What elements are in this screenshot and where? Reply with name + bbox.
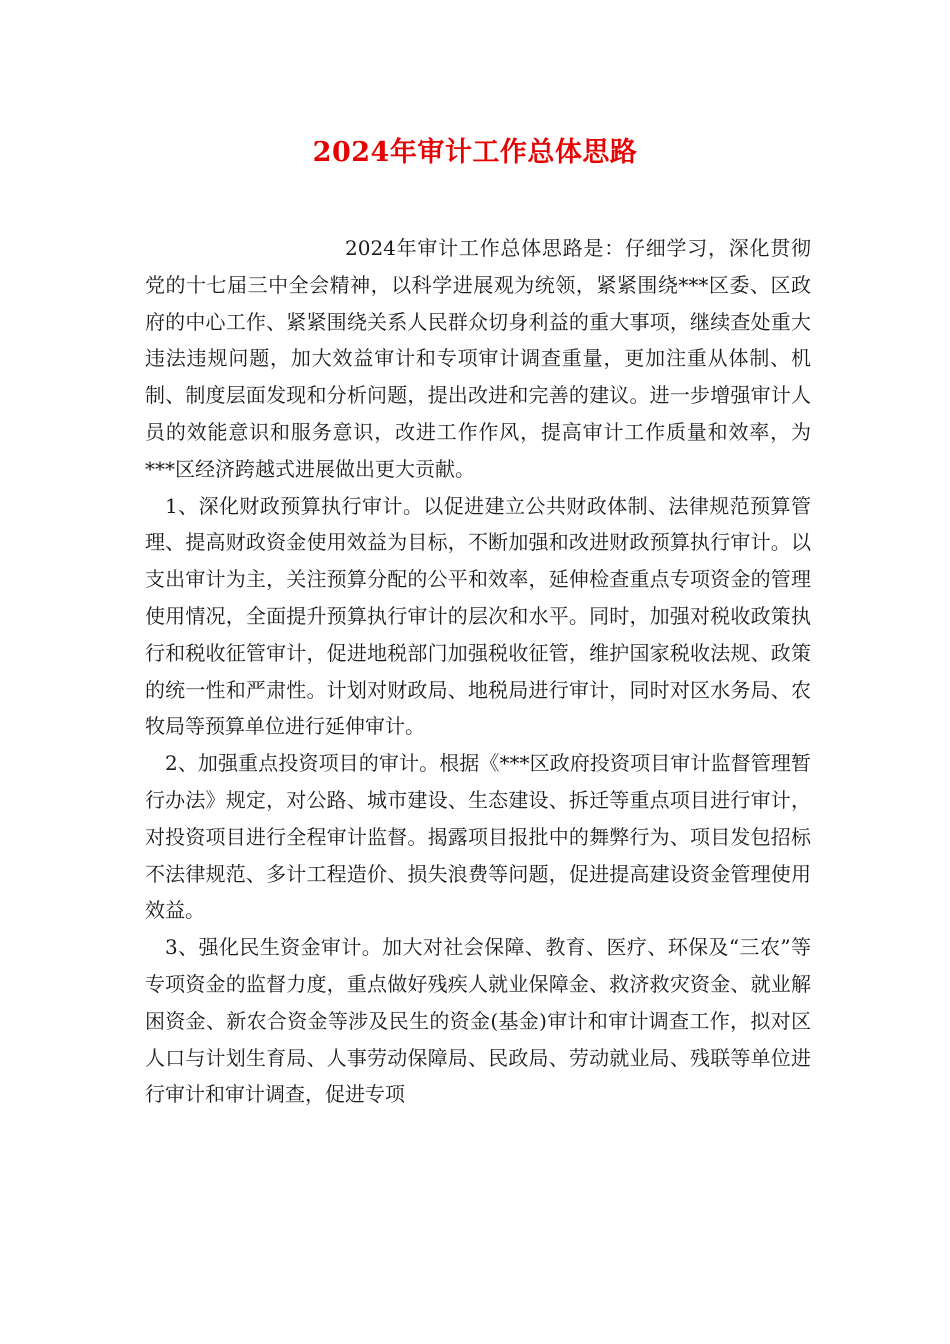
- section-1-paragraph: 1、深化财政预算执行审计。以促进建立公共财政体制、法律规范预算管理、提高财政资金使用效益为目标，不断加强和改进财政预算执行审计。以支出审计为主，关注预算分配的公平和效率，延伸检查重点专项资金的管理使用情况，全面提升预算执行审计的层次和水平。同时，加强对税收政策执行和税收征管审计，促进地税部门加强税收征管，维护国家税收法规、政策的统一性和严肃性。计划对财政局、地税局进行审计，同时对区水务局、农牧局等预算单位进行延伸审计。: [145, 493, 811, 739]
- document-title: 2024年审计工作总体思路: [312, 137, 638, 168]
- document-body: [145, 230, 811, 1113]
- intro-paragraph: 2024年审计工作总体思路是：仔细学习，深化贯彻党的十七届三中全会精神，以科学进展观为统领，紧紧围绕***区委、区政府的中心工作、紧紧围绕关系人民群众切身利益的重大事项，继续查处重大违法违规问题，加大效益审计和专项审计调查重量，更加注重从体制、机制、制度层面发现和分析问题，提出改进和完善的建议。进一步增强审计人员的效能意识和服务意识，改进工作作风，提高审计工作质量和效率，为***区经济跨越式进展做出更大贡献。: [145, 236, 811, 481]
- section-2-paragraph: 2、加强重点投资项目的审计。根据《***区政府投资项目审计监督管理暂行办法》规定，对公路、城市建设、生态建设、拆迁等重点项目进行审计，对投资项目进行全程审计监督。揭露项目报批中的舞弊行为、项目发包招标不法律规范、多计工程造价、损失浪费等问题，促进提高建设资金管理使用效益。: [145, 751, 811, 923]
- section-3-paragraph: 3、强化民生资金审计。加大对社会保障、教育、医疗、环保及“三农”等专项资金的监督力度，重点做好残疾人就业保障金、救济救灾资金、就业解困资金、新农合资金等涉及民生的资金(基金)审计和审计调查工作，拟对区人口与计划生育局、人事劳动保障局、民政局、劳动就业局、残联等单位进行审计和审计调查，促进专项: [145, 935, 811, 1107]
